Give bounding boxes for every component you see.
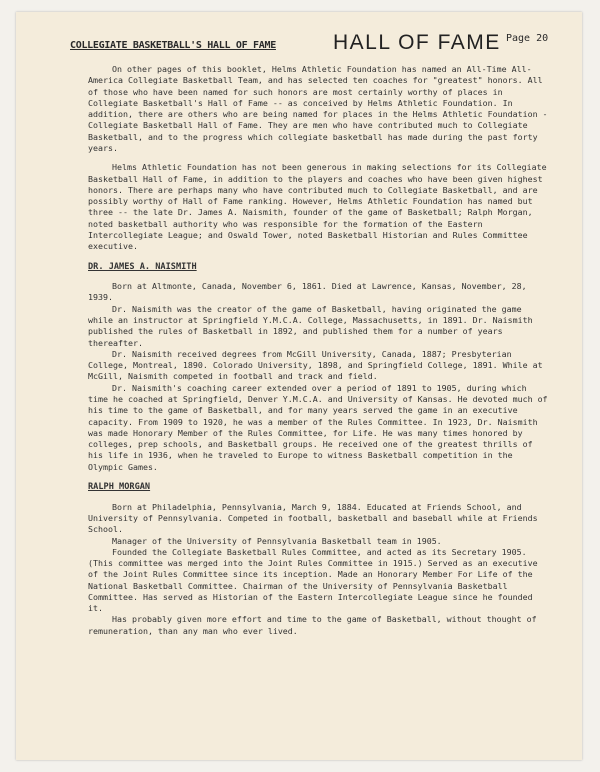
intro-paragraph-1: On other pages of this booklet, Helms Athletic Foundation has named an All-Time All-America Collegiate Basketball Team, and has selected ten coaches for "greatest" honors. All of those who have been named for such honors are most certainly worthy of places in Collegiate Basketball's Hall of Fame -- as conceived by Helms Athletic Foundation. In addition, there are others who are being named for places in the Helms Athletic Foundation - Collegiate Basketball Hall of Fame. They are men who have contributed much to Collegiate Basketball, and to the progress which collegiate basketball has made during the past forty years. — [88, 64, 548, 153]
running-header: COLLEGIATE BASKETBALL'S HALL OF FAME — [70, 40, 276, 51]
hall-of-fame-heading: HALL OF FAME — [333, 31, 501, 54]
morgan-paragraph: Founded the Collegiate Basketball Rules Committee, and acted as its Secretary 1905. (This committee was merged into the Joint Rules Committee in 1915.) Served as an executive of the Joint Rules Committee since its inception. Made an Honorary Member For Life of the National Basketball Committee. Chairman of the University of Pennsylvania Basketball Committee. Has served as Historian of the Eastern Intercollegiate League since he founded it. — [88, 546, 538, 614]
morgan-paragraph: Has probably given more effort and time to the game of Basketball, without thought of remuneration, than any man who ever lived. — [88, 614, 537, 636]
naismith-paragraph: Dr. Naismith's coaching career extended over a period of 1891 to 1905, during which time he coached at Springfield, Denver Y.M.C.A. and University of Kansas. He devoted much of his time to the game of Basketball, and for many years served the game in an executive capacity. From 1909 to 1920, he was a member of the Rules Committee. In 1923, Dr. Naismith was made Honorary Member of the Rules Committee, for Life. He was many times honored by colleges, prep schools, and Basketball groups. He received one of the greatest thrills of his life in 1936, when he traveled to Europe to witness Basketball competition in the Olympic Games. — [88, 382, 548, 472]
naismith-paragraph: Dr. Naismith received degrees from McGill University, Canada, 1887; Presbyterian College, Montreal, 1890. Colorado University, 1898, and Springfield College, 1891. While at McGill, Naismith competed in football and track and field. — [88, 348, 543, 382]
naismith-paragraph: Born at Altmonte, Canada, November 6, 1861. Died at Lawrence, Kansas, November, 28, 1939. — [88, 281, 527, 303]
morgan-paragraph: Manager of the University of Pennsylvania Basketball team in 1905. — [112, 535, 442, 546]
section-title-naismith: DR. JAMES A. NAISMITH — [88, 261, 197, 272]
section-title-morgan: RALPH MORGAN — [88, 481, 151, 492]
naismith-paragraph: Dr. Naismith was the creator of the game of Basketball, having originated the game while an instructor at Springfield Y.M.C.A. College, Massachusetts, in 1891. Dr. Naismith published the rules of Basketball in 1892, and published them for a number of years thereafter. — [88, 303, 533, 348]
morgan-paragraph: Born at Philadelphia, Pennsylvania, March 9, 1884. Educated at Friends School, and University of Pennsylvania. Competed in football, basketball and baseball while at Friends School. — [88, 501, 538, 535]
intro-paragraph-2: Helms Athletic Foundation has not been generous in making selections for its Collegiate Basketball Hall of Fame, in addition to the players and coaches who have been given highest honors. There are perhaps many who have contributed much to Collegiate Basketball, and are possibly worthy of Hall of Fame ranking. However, Helms Athletic Foundation has named but three -- the late Dr. James A. Naismith, founder of the game of Basketball; Ralph Morgan, noted basketball authority who was responsible for the formation of the Eastern Intercollegiate League; and Oswald Tower, noted Basketball Historian and Rules Committee executive. — [88, 162, 547, 252]
page-number: Page 20 — [506, 33, 549, 44]
page-body — [88, 64, 548, 637]
